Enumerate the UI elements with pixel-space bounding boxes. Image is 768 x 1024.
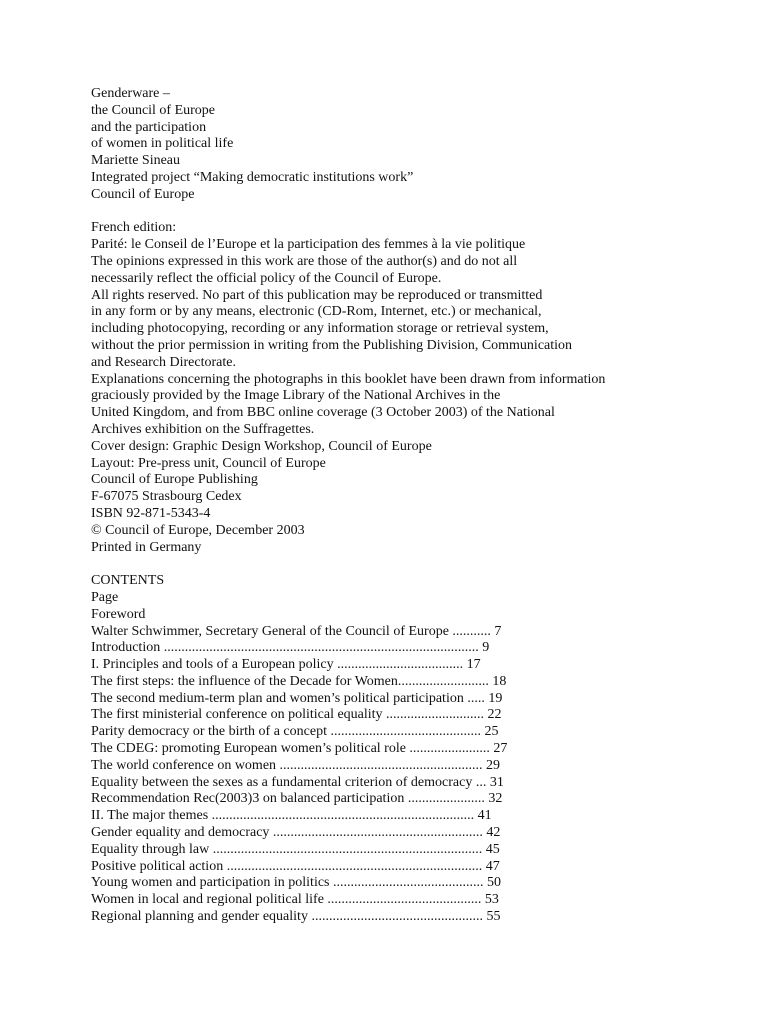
toc-entry: Gender equality and democracy ............................................................ 42 — [91, 825, 501, 841]
edition-line: Cover design: Graphic Design Workshop, Council of Europe — [91, 438, 432, 454]
title-line: of women in political life — [91, 136, 234, 152]
edition-block — [91, 220, 731, 556]
author-line: Mariette Sineau — [91, 153, 181, 169]
toc-entry: The world conference on women .......................................................... 29 — [91, 757, 501, 773]
isbn-line: ISBN 92-871-5343-4 — [91, 505, 211, 521]
edition-line: United Kingdom, and from BBC online coverage (3 October 2003) of the National — [91, 405, 555, 421]
contents-heading: CONTENTS — [91, 573, 165, 589]
edition-line: and Research Directorate. — [91, 354, 236, 370]
edition-line: including photocopying, recording or any information storage or retrieval system, — [91, 321, 549, 337]
title-line: and the participation — [91, 119, 207, 135]
toc-entry: Equality through law ............................................................................. 45 — [91, 841, 500, 857]
spacer — [91, 556, 731, 573]
edition-line: in any form or by any means, electronic (CD-Rom, Internet, etc.) or mechanical, — [91, 304, 542, 320]
toc-entry: Positive political action ......................................................................... 47 — [91, 858, 500, 874]
toc-entry: Foreword — [91, 606, 146, 622]
edition-line: Council of Europe Publishing — [91, 472, 258, 488]
copyright-line: © Council of Europe, December 2003 — [91, 522, 305, 538]
edition-line: Layout: Pre-press unit, Council of Europe — [91, 455, 326, 471]
edition-line: without the prior permission in writing from the Publishing Division, Communication — [91, 337, 573, 353]
edition-line: French edition: — [91, 220, 177, 236]
publisher-line: Council of Europe — [91, 186, 195, 202]
toc-entry: Equality between the sexes as a fundamental criterion of democracy ... 31 — [91, 774, 504, 790]
toc-entry: Women in local and regional political life ............................................ 53 — [91, 892, 499, 908]
title-block — [91, 86, 731, 204]
spacer — [91, 204, 731, 221]
edition-line: Archives exhibition on the Suffragettes. — [91, 421, 315, 437]
title-line: the Council of Europe — [91, 102, 216, 118]
toc-entry: The CDEG: promoting European women’s political role ....................... 27 — [91, 741, 508, 757]
toc-entry: Young women and participation in politics ........................................... 50 — [91, 875, 501, 891]
edition-line: All rights reserved. No part of this publication may be reproduced or transmitted — [91, 287, 543, 303]
edition-line: F-67075 Strasbourg Cedex — [91, 489, 242, 505]
toc-entry: Walter Schwimmer, Secretary General of the Council of Europe ........... 7 — [91, 623, 502, 639]
project-line: Integrated project “Making democratic institutions work” — [91, 169, 414, 185]
document-page — [91, 86, 731, 926]
edition-line: graciously provided by the Image Library of the National Archives in the — [91, 388, 501, 404]
toc-entry: The first steps: the influence of the Decade for Women.......................... 18 — [91, 673, 507, 689]
toc-entry: Introduction .......................................................................................... 9 — [91, 640, 490, 656]
toc-entry: The first ministerial conference on political equality ............................ 22 — [91, 707, 502, 723]
title-line: Genderware – — [91, 86, 170, 101]
page-column-label: Page — [91, 589, 119, 605]
toc-entry: Regional planning and gender equality ................................................. 55 — [91, 909, 501, 925]
toc-entry: The second medium-term plan and women’s political participation ..... 19 — [91, 690, 503, 706]
edition-line: The opinions expressed in this work are those of the author(s) and do not all — [91, 253, 518, 269]
edition-line: Printed in Germany — [91, 539, 202, 555]
toc-entry: Recommendation Rec(2003)3 on balanced participation ...................... 32 — [91, 791, 503, 807]
contents-block — [91, 573, 731, 926]
edition-line: Explanations concerning the photographs in this booklet have been drawn from information — [91, 371, 606, 387]
toc-entry: Parity democracy or the birth of a concept ........................................... 25 — [91, 724, 499, 740]
edition-line: necessarily reflect the official policy of the Council of Europe. — [91, 270, 442, 286]
toc-entry: I. Principles and tools of a European policy .................................... 17 — [91, 657, 481, 673]
toc-entry: II. The major themes ........................................................................... 41 — [91, 808, 492, 824]
edition-line: Parité: le Conseil de l’Europe et la participation des femmes à la vie politique — [91, 237, 526, 253]
